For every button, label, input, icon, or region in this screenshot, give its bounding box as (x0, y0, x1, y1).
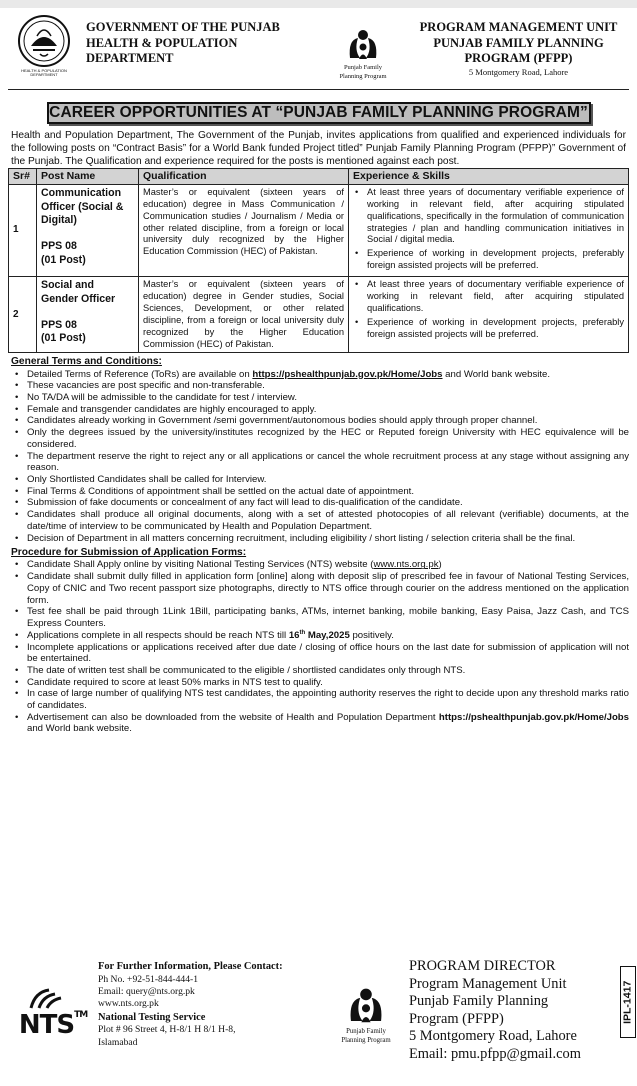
nts-swoosh-icon (27, 988, 79, 1010)
table-header-row (9, 169, 629, 185)
list-item: • Decision of Department in all matters concerning recruitment, including eligibility / short listing / selection criteria shall be the final. (11, 533, 629, 545)
list-item: • Submission of fake documents or concealment of any fact will lead to dis-qualification of the candidate. (11, 497, 629, 509)
family-logo-icon (344, 28, 382, 62)
nts-tm: TM (74, 1010, 88, 1020)
director-line-3: Program (PFPP) (409, 1010, 504, 1027)
row-experience (349, 277, 629, 353)
logo-label-2: Planning Program (339, 73, 387, 81)
top-strip (0, 0, 637, 8)
row-qualification: Master’s or equivalent (sixteen years of education) degree in Gender studies, Social Sciences, Development, or other related discipline, from a foreign or local university duly recognized by the Higher Education Commission (HEC) of Pakistan. (139, 277, 349, 353)
list-item: • Candidate shall submit dully filled in application form [online] along with deposit slip of prescribed fee in favour of National Testing Services, Copy of CNIC and Two recent passport size photographs, directly to NTS office through courier on the address mentioned on the application form. (11, 571, 629, 606)
list-item: • Final Terms & Conditions of appointment shall be settled on the actual date of appointment. (11, 486, 629, 498)
row-sr: 1 (9, 184, 37, 276)
list-item: • The department reserve the right to reject any or all applications or cancel the whole recruitment process at any stage without assigning any reason. (11, 451, 629, 474)
family-logo-icon (344, 986, 388, 1026)
header-qualification: Qualification (139, 169, 349, 185)
pmu-title: PROGRAM MANAGEMENT UNIT (419, 20, 618, 34)
footer-logo-label-2: Planning Program (341, 1037, 391, 1045)
list-item: • Test fee shall be paid through 1Link 1Bill, participating banks, ATMs, internet banking, mobile banking, Easy Paisa, Jazz Cash, and TCS Express Counters. (11, 606, 629, 629)
deadline-day: 16 (288, 629, 300, 641)
list-item (11, 369, 629, 381)
director-line-2: Punjab Family Planning (409, 993, 549, 1010)
list-item: • Candidate required to score at least 50% marks in NTS test to qualify. (11, 677, 629, 689)
list-item: • The date of written test shall be communicated to the eligible / shortlisted candidates only through NTS. (11, 665, 629, 677)
list-item: • Only the degrees issued by the university/institutes recognized by the HEC or Reputed foreign University with HEC equivalence will be considered. (11, 427, 629, 450)
footer-logo-label-1: Punjab Family (346, 1028, 386, 1035)
row-post (37, 277, 139, 353)
contact-heading: For Further Information, Please Contact: (98, 961, 283, 972)
contact-website[interactable]: www.nts.org.pk (98, 998, 159, 1010)
header-post-name: Post Name (37, 169, 139, 185)
list-item: • These vacancies are post specific and non-transferable. (11, 380, 629, 392)
post-name: Communication Officer (Social & Digital) (41, 186, 124, 227)
header (8, 14, 629, 90)
list-item (11, 630, 629, 642)
list-item (11, 712, 629, 735)
nts-logo (8, 946, 98, 1078)
pfpp-title-1: PUNJAB FAMILY PLANNING (433, 35, 604, 50)
post-count: (01 Post) (41, 332, 86, 345)
list-item: • Incomplete applications or applications received after due date / closing of office hours on the last date for submission of application will not be entertained. (11, 642, 629, 665)
header-left (86, 14, 318, 67)
experience-item: • Experience of working in development projects, preferably foreign assisted projects will be preferred. (353, 317, 624, 341)
contact-address-2: Islamabad (98, 1036, 138, 1048)
deadline-month: May,2025 (305, 629, 350, 641)
row-qualification: Master’s or equivalent (sixteen years of education) degree in Mass Communication / Communication studies / Journalism / Media or other related discipline, from a foreign or local university duly recognized by the Higher Education Commission (HEC) of Pakistan. (139, 184, 349, 276)
row-sr: 2 (9, 277, 37, 353)
experience-item: • Experience of working in development projects, preferably foreign assisted projects will be preferred. (353, 248, 624, 272)
contact-phone: Ph No. +92-51-844-444-1 (98, 973, 199, 985)
procedure-list (8, 559, 629, 735)
list-item: • Candidates shall produce all original documents, along with a set of attested photocopies of all relevant (verifiable) documents, at the date/time of interview to be communicated by Health and Population Department. (11, 509, 629, 532)
footer (8, 946, 629, 1078)
post-name: Social and Gender Officer (41, 279, 116, 305)
career-banner: CAREER OPPORTUNITIES AT “PUNJAB FAMILY PLANNING PROGRAM” (47, 102, 591, 124)
list-item: • Candidates already working in Government /semi government/autonomous bodies should apply through proper channel. (11, 415, 629, 427)
procedure-text: ) (438, 559, 442, 571)
list-item: • Female and transgender candidates are highly encouraged to apply. (11, 404, 629, 416)
director-block (409, 946, 629, 1078)
table-row (9, 184, 629, 276)
director-line-4: 5 Montgomery Road, Lahore (409, 1028, 577, 1045)
punjab-seal-icon (15, 14, 73, 68)
list-item (11, 559, 629, 571)
post-count: (01 Post) (41, 253, 86, 266)
post-pps: PPS 08 (41, 318, 77, 331)
post-pps: PPS 08 (41, 240, 77, 253)
header-right (408, 14, 629, 78)
deadline-sup: th (299, 629, 306, 636)
contact-org: National Testing Service (98, 1011, 206, 1023)
ipl-code-box (620, 966, 636, 1038)
nts-website-link[interactable]: www.nts.org.pk (373, 559, 439, 571)
header-sr: Sr# (9, 169, 37, 185)
govt-title: GOVERNMENT OF THE PUNJAB (86, 20, 280, 34)
experience-item: • At least three years of documentary verifiable experience of working in relevant field, after acquiring stipulated qualifications. (353, 279, 624, 315)
terms-text: and World bank website. (442, 368, 551, 380)
tors-link[interactable]: https://pshealthpunjab.gov.pk/Home/Jobs (252, 368, 443, 380)
posts-table (8, 168, 629, 353)
row-post (37, 184, 139, 276)
terms-text: Detailed Terms of Reference (ToRs) are available on (27, 368, 253, 380)
header-experience: Experience & Skills (349, 169, 629, 185)
experience-item: • At least three years of documentary verifiable experience of working in relevant field, after acquiring stipulated qualifications, specifically in the formulation of communication strategies / plan and handling communication initiatives in Social / digital media. (353, 187, 624, 246)
pfpp-logo (318, 14, 408, 80)
deadline-date (289, 630, 350, 641)
footer-pfpp-logo (323, 946, 409, 1078)
director-title: PROGRAM DIRECTOR (409, 958, 556, 974)
logo-label-1: Punjab Family (343, 64, 383, 71)
ipl-code: IPL-1417 (621, 980, 634, 1024)
general-terms-title: General Terms and Conditions: (11, 356, 162, 368)
list-item: • In case of large number of qualifying NTS test candidates, the appointing authority reserves the right to decide upon any threshold marks ratio of candidates. (11, 688, 629, 711)
procedure-text: Applications complete in all respects should be reach NTS till (27, 629, 289, 641)
procedure-text: positively. (349, 629, 394, 641)
director-email[interactable]: Email: pmu.pfpp@gmail.com (409, 1045, 581, 1062)
nts-logo-text (19, 1010, 87, 1041)
punjab-seal (8, 14, 80, 82)
table-row (9, 277, 629, 353)
contact-block (98, 946, 323, 1078)
procedure-title: Procedure for Submission of Application Forms: (11, 547, 247, 559)
pfpp-title-2: PROGRAM (PFPP) (464, 51, 573, 66)
intro-paragraph: Health and Population Department, The Government of the Punjab, invites applications from qualified and experienced individuals for the following posts on “Contract Basis” for a World Bank funded Project titled” Punjab Family Planning Program (PFPP)” Government of the Punjab. The Qualification and experience required for the posts is mentioned against each post. (11, 130, 626, 167)
department-title: HEALTH & POPULATION DEPARTMENT (86, 35, 238, 66)
header-address: 5 Montgomery Road, Lahore (468, 66, 569, 77)
contact-address-1: Plot # 96 Street 4, H-8/1 H 8/1 H-8, (98, 1024, 236, 1036)
nts-name: NTS (18, 1010, 75, 1040)
procedure-text: and World bank website. (27, 723, 132, 735)
director-line-1: Program Management Unit (409, 975, 567, 992)
seal-caption: HEALTH & POPULATION DEPARTMENT (21, 68, 67, 78)
general-terms-list (8, 369, 629, 545)
procedure-text: Candidate Shall Apply online by visiting National Testing Services (NTS) website ( (27, 559, 374, 571)
list-item: • Only Shortlisted Candidates shall be called for Interview. (11, 474, 629, 486)
list-item: • No TA/DA will be admissible to the candidate for test / interview. (11, 392, 629, 404)
procedure-text: Advertisement can also be downloaded from the website of Health and Population Department (27, 711, 439, 723)
row-experience (349, 184, 629, 276)
contact-email[interactable]: Email: query@nts.org.pk (98, 985, 195, 997)
department-jobs-link[interactable]: https://pshealthpunjab.gov.pk/Home/Jobs (438, 711, 629, 723)
